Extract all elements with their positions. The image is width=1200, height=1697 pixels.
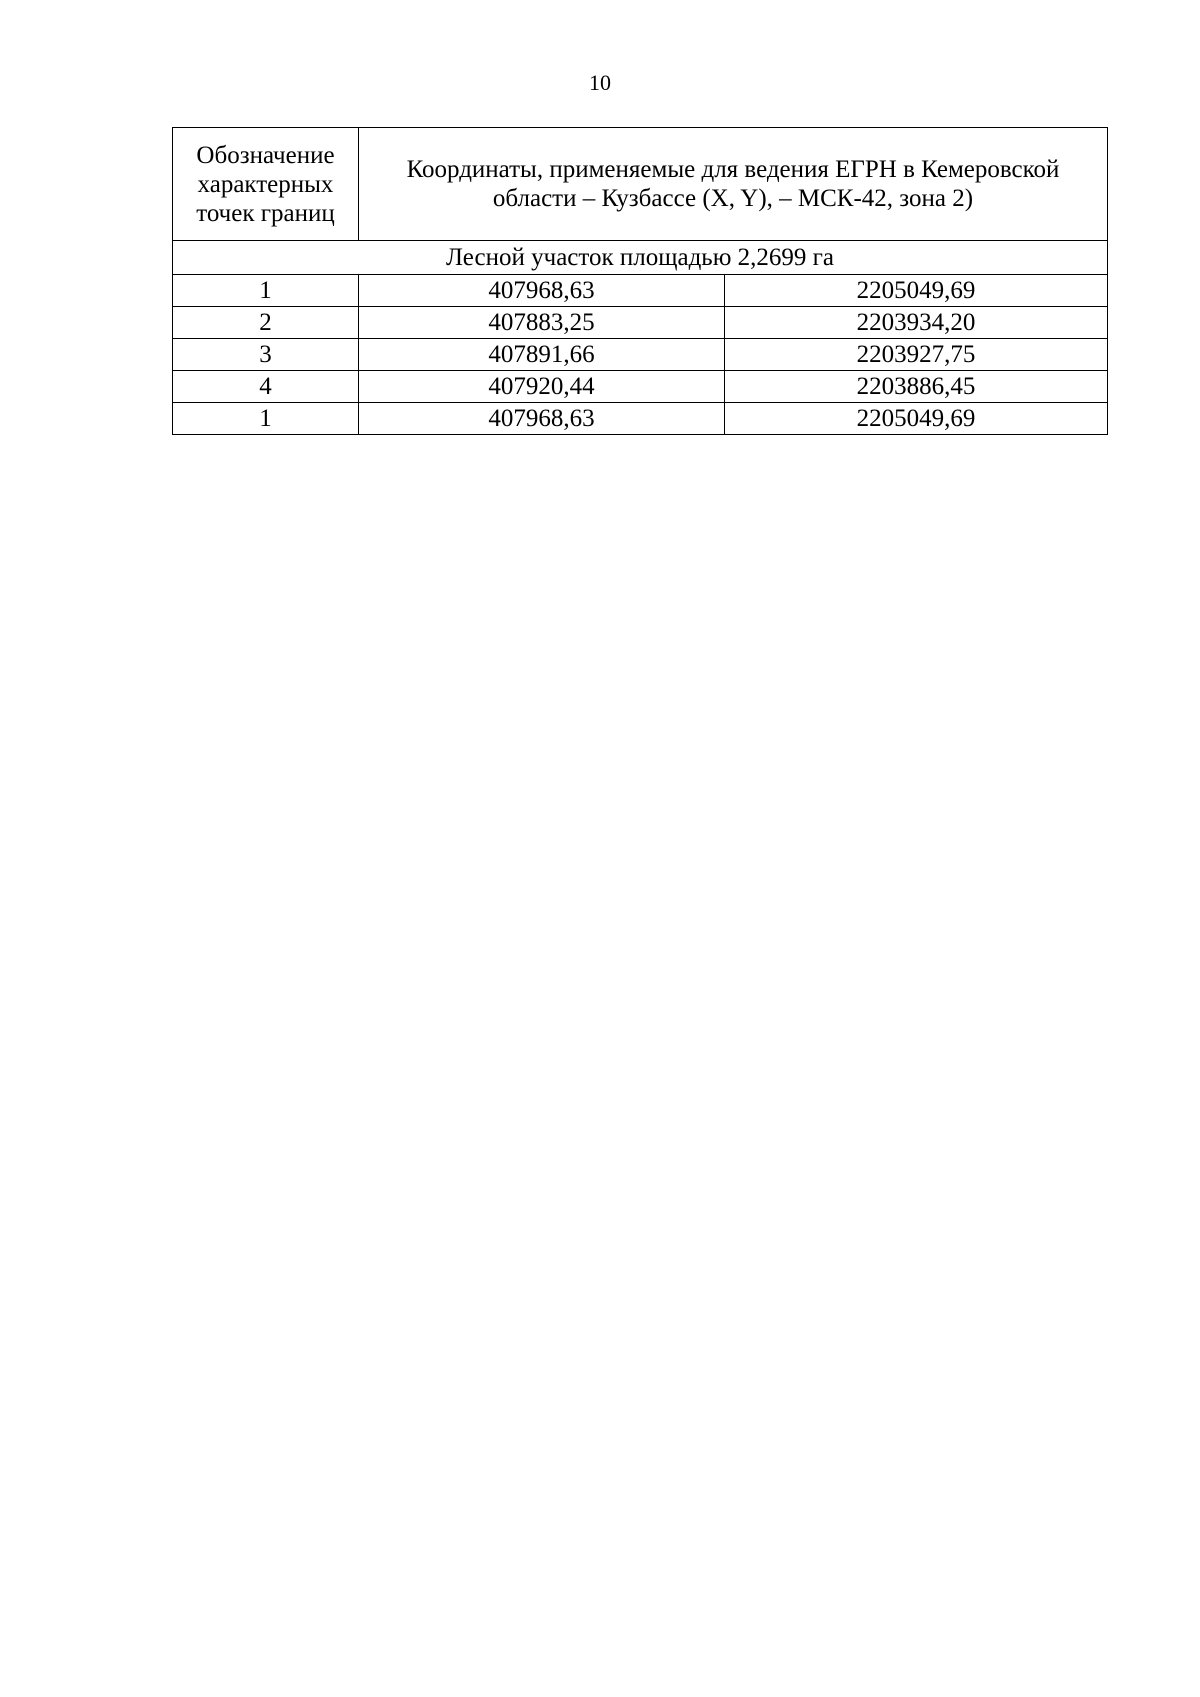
y-cell: 2203886,45 [725,371,1108,403]
x-cell: 407968,63 [359,275,725,307]
table-header-row [173,128,1108,241]
table-row [173,307,1108,339]
header-coordinates: Координаты, применяемые для ведения ЕГРН в Кемеровской области – Кузбассе (X, Y), – МСК-42, зона 2) [359,128,1108,241]
point-cell: 3 [173,339,359,371]
coordinates-table [172,127,1108,435]
y-cell: 2203927,75 [725,339,1108,371]
x-cell: 407920,44 [359,371,725,403]
section-row [173,241,1108,275]
table-row [173,275,1108,307]
header-point-designation: Обозначение характерных точек границ [173,128,359,241]
table-row [173,339,1108,371]
x-cell: 407968,63 [359,403,725,435]
point-cell: 1 [173,275,359,307]
y-cell: 2205049,69 [725,403,1108,435]
y-cell: 2205049,69 [725,275,1108,307]
x-cell: 407891,66 [359,339,725,371]
table-row [173,371,1108,403]
section-title: Лесной участок площадью 2,2699 га [173,241,1108,275]
point-cell: 4 [173,371,359,403]
point-cell: 1 [173,403,359,435]
page-number: 10 [589,70,611,95]
table-row [173,403,1108,435]
x-cell: 407883,25 [359,307,725,339]
y-cell: 2203934,20 [725,307,1108,339]
point-cell: 2 [173,307,359,339]
